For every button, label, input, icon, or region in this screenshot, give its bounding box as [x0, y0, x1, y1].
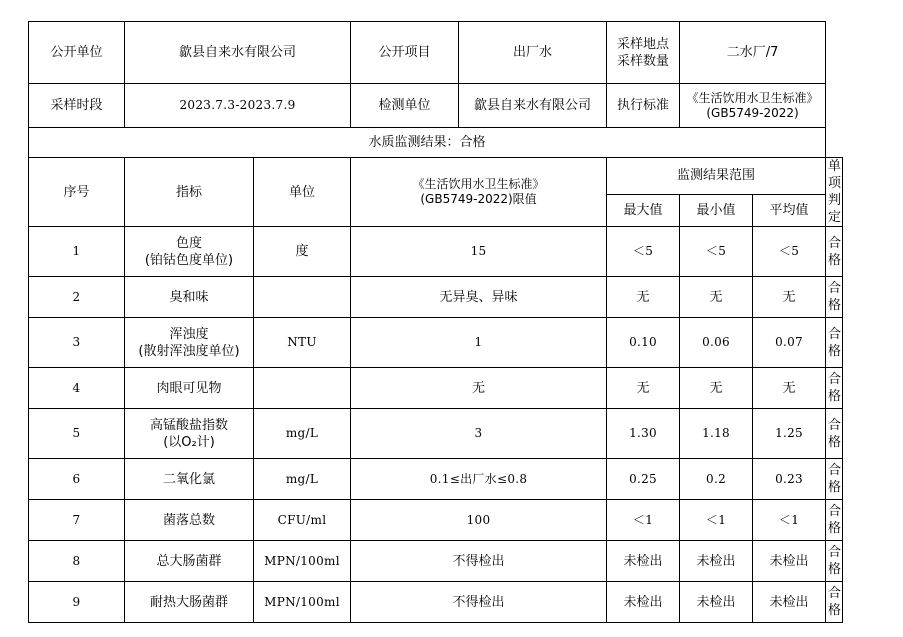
cell-limit: 15	[351, 227, 607, 277]
indicator-name-sub: (以O₂计)	[163, 434, 215, 450]
cell-verdict: 合格	[826, 409, 843, 459]
cell-max: 0.25	[607, 459, 680, 500]
cell-verdict: 合格	[826, 318, 843, 368]
cell-limit: 0.1≤出厂水≤0.8	[351, 459, 607, 500]
cell-name	[125, 541, 254, 582]
table-row	[29, 582, 843, 623]
table-row	[29, 459, 843, 500]
cell-no: 4	[29, 368, 125, 409]
col-header-max: 最大值	[607, 194, 680, 226]
cell-min: 未检出	[680, 582, 753, 623]
cell-no: 5	[29, 409, 125, 459]
cell-avg: 0.07	[753, 318, 826, 368]
cell-unit	[254, 277, 351, 318]
col-header-avg: 平均值	[753, 194, 826, 226]
publisher-value: 歙县自来水有限公司	[125, 22, 351, 84]
cell-no: 9	[29, 582, 125, 623]
standard-label: 执行标准	[607, 84, 680, 128]
indicator-name: 高锰酸盐指数	[149, 417, 228, 433]
standard-value-line-1: 《生活饮用水卫生标准》	[686, 90, 819, 105]
cell-limit: 无异臭、异味	[351, 277, 607, 318]
cell-max: 0.10	[607, 318, 680, 368]
table-row	[29, 500, 843, 541]
cell-min: 0.06	[680, 318, 753, 368]
cell-max: 1.30	[607, 409, 680, 459]
cell-no: 6	[29, 459, 125, 500]
cell-name	[125, 368, 254, 409]
cell-verdict: 合格	[826, 459, 843, 500]
indicator-name: 二氧化氯	[162, 471, 215, 487]
indicator-name-sub: (铂钴色度单位)	[144, 252, 234, 268]
header-row-2	[29, 84, 843, 128]
indicator-name-sub: (散射浑浊度单位)	[138, 343, 240, 359]
result-banner: 水质监测结果：合格	[29, 128, 826, 158]
col-header-min: 最小值	[680, 194, 753, 226]
cell-verdict: 合格	[826, 500, 843, 541]
cell-min: ＜5	[680, 227, 753, 277]
cell-verdict: 合格	[826, 368, 843, 409]
report-table	[28, 21, 843, 623]
table-row	[29, 368, 843, 409]
col-header-range: 监测结果范围	[607, 158, 826, 195]
cell-unit	[254, 368, 351, 409]
indicator-name: 总大肠菌群	[156, 553, 222, 569]
table-row	[29, 409, 843, 459]
cell-avg: ＜5	[753, 227, 826, 277]
indicator-name: 浑浊度	[169, 326, 209, 342]
col-header-verdict: 单项判定	[826, 158, 843, 227]
cell-limit: 不得检出	[351, 582, 607, 623]
cell-name	[125, 227, 254, 277]
cell-avg: 无	[753, 277, 826, 318]
table-row	[29, 227, 843, 277]
cell-no: 1	[29, 227, 125, 277]
cell-min: ＜1	[680, 500, 753, 541]
cell-avg: 未检出	[753, 582, 826, 623]
cell-name	[125, 409, 254, 459]
table-row	[29, 318, 843, 368]
column-header-row-1	[29, 158, 843, 195]
indicator-name: 耐热大肠菌群	[149, 594, 228, 610]
cell-min: 未检出	[680, 541, 753, 582]
table-row	[29, 277, 843, 318]
cell-unit: mg/L	[254, 459, 351, 500]
cell-avg: 未检出	[753, 541, 826, 582]
col-header-limit	[351, 158, 607, 227]
cell-max: ＜5	[607, 227, 680, 277]
cell-unit: 度	[254, 227, 351, 277]
cell-max: 无	[607, 368, 680, 409]
cell-avg: 0.23	[753, 459, 826, 500]
cell-verdict: 合格	[826, 582, 843, 623]
cell-unit: mg/L	[254, 409, 351, 459]
indicator-name: 菌落总数	[162, 512, 215, 528]
cell-name	[125, 459, 254, 500]
col-header-unit: 单位	[254, 158, 351, 227]
cell-unit: CFU/ml	[254, 500, 351, 541]
lab-value: 歙县自来水有限公司	[459, 84, 607, 128]
cell-no: 8	[29, 541, 125, 582]
cell-avg: 无	[753, 368, 826, 409]
cell-no: 2	[29, 277, 125, 318]
lab-label: 检测单位	[351, 84, 459, 128]
col-header-indicator: 指标	[125, 158, 254, 227]
cell-limit: 3	[351, 409, 607, 459]
water-quality-report	[28, 21, 843, 623]
cell-min: 0.2	[680, 459, 753, 500]
cell-unit: NTU	[254, 318, 351, 368]
header-row-1	[29, 22, 843, 84]
result-banner-row	[29, 128, 843, 158]
cell-limit: 100	[351, 500, 607, 541]
cell-name	[125, 582, 254, 623]
cell-unit: MPN/100ml	[254, 541, 351, 582]
cell-limit: 无	[351, 368, 607, 409]
cell-max: 无	[607, 277, 680, 318]
cell-min: 1.18	[680, 409, 753, 459]
publisher-label: 公开单位	[29, 22, 125, 84]
period-label: 采样时段	[29, 84, 125, 128]
cell-max: 未检出	[607, 541, 680, 582]
cell-name	[125, 500, 254, 541]
period-value: 2023.7.3-2023.7.9	[125, 84, 351, 128]
site-label-line-2: 采样数量	[617, 53, 670, 69]
cell-name	[125, 277, 254, 318]
cell-max: ＜1	[607, 500, 680, 541]
table-row	[29, 541, 843, 582]
cell-no: 7	[29, 500, 125, 541]
cell-min: 无	[680, 368, 753, 409]
cell-no: 3	[29, 318, 125, 368]
col-header-limit-line-1: 《生活饮用水卫生标准》	[412, 177, 545, 191]
cell-verdict: 合格	[826, 541, 843, 582]
standard-value-line-2: (GB5749-2022)	[706, 105, 799, 120]
col-header-no: 序号	[29, 158, 125, 227]
cell-verdict: 合格	[826, 227, 843, 277]
cell-verdict: 合格	[826, 277, 843, 318]
site-label	[607, 22, 680, 84]
site-label-line-1: 采样地点	[617, 36, 670, 52]
indicator-name: 臭和味	[169, 289, 209, 305]
standard-value	[680, 84, 826, 128]
cell-avg: 1.25	[753, 409, 826, 459]
item-label: 公开项目	[351, 22, 459, 84]
cell-max: 未检出	[607, 582, 680, 623]
cell-name	[125, 318, 254, 368]
cell-avg: ＜1	[753, 500, 826, 541]
indicator-name: 色度	[175, 235, 202, 251]
cell-limit: 1	[351, 318, 607, 368]
col-header-limit-line-2: (GB5749-2022)限值	[420, 192, 537, 206]
item-value: 出厂水	[459, 22, 607, 84]
cell-limit: 不得检出	[351, 541, 607, 582]
cell-min: 无	[680, 277, 753, 318]
site-value: 二水厂/7	[680, 22, 826, 84]
cell-unit: MPN/100ml	[254, 582, 351, 623]
indicator-name: 肉眼可见物	[156, 380, 222, 396]
